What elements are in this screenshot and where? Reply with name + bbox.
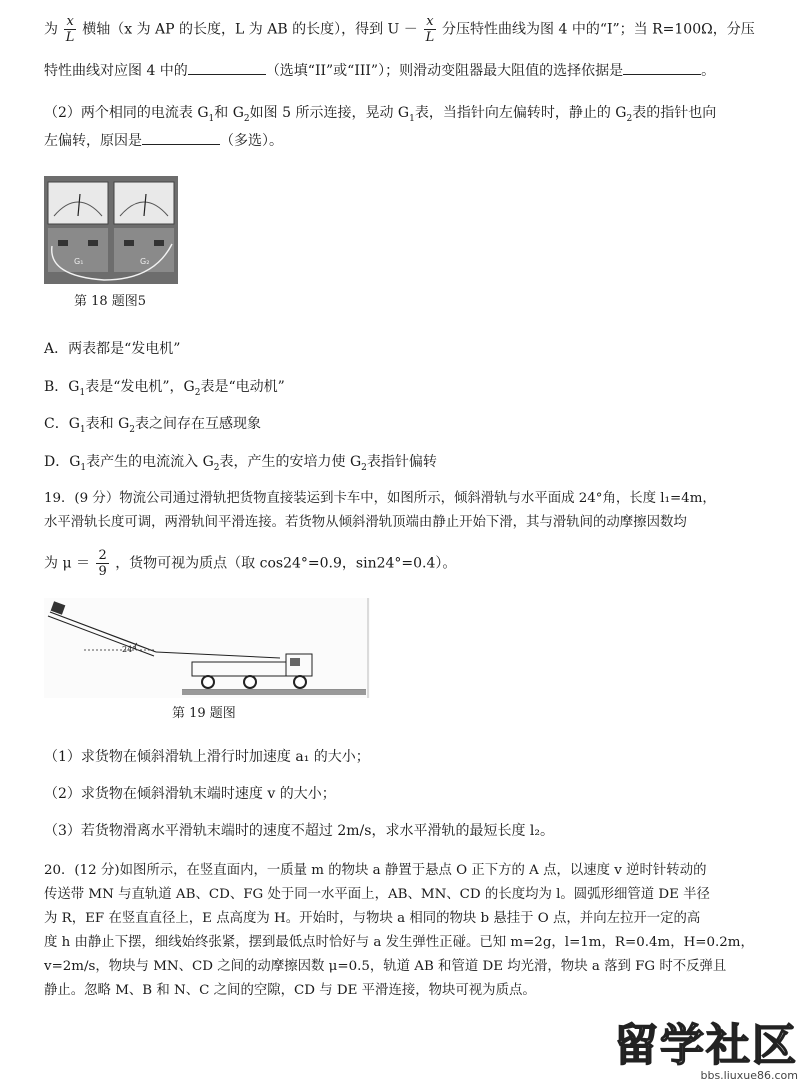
option-b: B．$G_1$表是“发电机”，$G_2$表是“电动机” bbox=[44, 379, 285, 398]
figure5-caption: 第 18 题图5 bbox=[74, 294, 147, 309]
option-a: A．两表都是“发电机” bbox=[44, 341, 181, 357]
fig5-label-g2: G₂ bbox=[140, 257, 150, 266]
q20-line3: 为 R，EF 在竖直直径上，E 点高度为 H。开始时，与物块 a 相同的物块 b 悬挂于 O 点，并向左拉开一定的高 bbox=[44, 911, 701, 926]
answer-blank bbox=[142, 132, 220, 145]
fraction-x-over-L: $\frac{x}{L}$ bbox=[65, 14, 75, 45]
q19-line3: 为 μ ＝ $\frac{2}{9}$ ，货物可视为质点（取 cos24°=0.9，sin24°=0.4）。 bbox=[44, 548, 457, 579]
answer-blank bbox=[623, 62, 701, 75]
q19-line1: 19．(9 分）物流公司通过滑轨把货物直接装运到卡车中，如图所示，倾斜滑轨与水平面成 24°角，长度 l₁=4m， bbox=[44, 491, 716, 506]
watermark bbox=[614, 1020, 798, 1082]
q19-part3: （3）若货物滑离水平滑轨末端时的速度不超过 2m/s，求水平滑轨的最短长度 l₂。 bbox=[44, 823, 554, 839]
q19-part1: （1）求货物在倾斜滑轨上滑行时加速度 a₁ 的大小； bbox=[44, 749, 370, 765]
figure5-photo bbox=[44, 176, 178, 284]
q18-part2-line1: （2）两个相同的电流表 $G_1$和 $G_2$如图 5 所示连接，晃动 $G_1$表，当指针向左偏转时，静止的 $G_2$表的指针也向 bbox=[44, 105, 717, 124]
angle-label: 24° bbox=[122, 645, 137, 654]
fraction-2-over-9: $\frac{2}{9}$ bbox=[98, 548, 107, 579]
option-d: D．$G_1$表产生的电流流入 $G_2$表，产生的安培力使 $G_2$表指针偏转 bbox=[44, 454, 437, 473]
figure19-diagram bbox=[44, 598, 370, 698]
q20-line1: 20．(12 分)如图所示，在竖直面内，一质量 m 的物块 a 静置于悬点 O 正下方的 A 点，以速度 v 逆时针转动的 bbox=[44, 863, 707, 878]
q18-line1: 为 $\frac{x}{L}$ 横轴（x 为 AP 的长度，L 为 AB 的长度），得到 U － $\frac{x}{L}$ 分压特性曲线为图 4 中的“I”；当 R=100Ω，分压 bbox=[44, 14, 755, 45]
q19-part2: （2）求货物在倾斜滑轨末端时速度 v 的大小； bbox=[44, 786, 336, 802]
watermark-logo-text: 留学社区 bbox=[614, 1020, 798, 1071]
fraction-x-over-L-2: $\frac{x}{L}$ bbox=[425, 14, 435, 45]
q19-line2: 水平滑轨长度可调，两滑轨间平滑连接。若货物从倾斜滑轨顶端由静止开始下滑，其与滑轨间的动摩擦因数均 bbox=[44, 515, 687, 530]
q18-line2: 特性曲线对应图 4 中的 （选填“II”或“III”）；则滑动变阻器最大阻值的选择依据是 。 bbox=[44, 63, 716, 79]
q18-part2-line2: 左偏转，原因是 （多选）。 bbox=[44, 133, 283, 149]
figure19-caption: 第 19 题图 bbox=[172, 706, 236, 721]
watermark-url: bbs.liuxue86.com bbox=[700, 1069, 798, 1082]
answer-blank bbox=[188, 62, 266, 75]
option-c: C．$G_1$表和 $G_2$表之间存在互感现象 bbox=[44, 416, 262, 435]
fig5-label-g1: G₁ bbox=[74, 257, 84, 266]
q20-line2: 传送带 MN 与直轨道 AB、CD、FG 处于同一水平面上，AB、MN、CD 的长度均为 l。圆弧形细管道 DE 半径 bbox=[44, 887, 710, 902]
q20-line6: 静止。忽略 M、B 和 N、C 之间的空隙，CD 与 DE 平滑连接，物块可视为质点。 bbox=[44, 983, 536, 998]
q20-line4: 度 h 由静止下摆，细线始终张紧，摆到最低点时恰好与 a 发生弹性正碰。已知 m=2g，l=1m，R=0.4m，H=0.2m， bbox=[44, 935, 754, 950]
q20-line5: v=2m/s，物块与 MN、CD 之间的动摩擦因数 μ=0.5，轨道 AB 和管道 DE 均光滑，物块 a 落到 FG 时不反弹且 bbox=[44, 959, 727, 974]
